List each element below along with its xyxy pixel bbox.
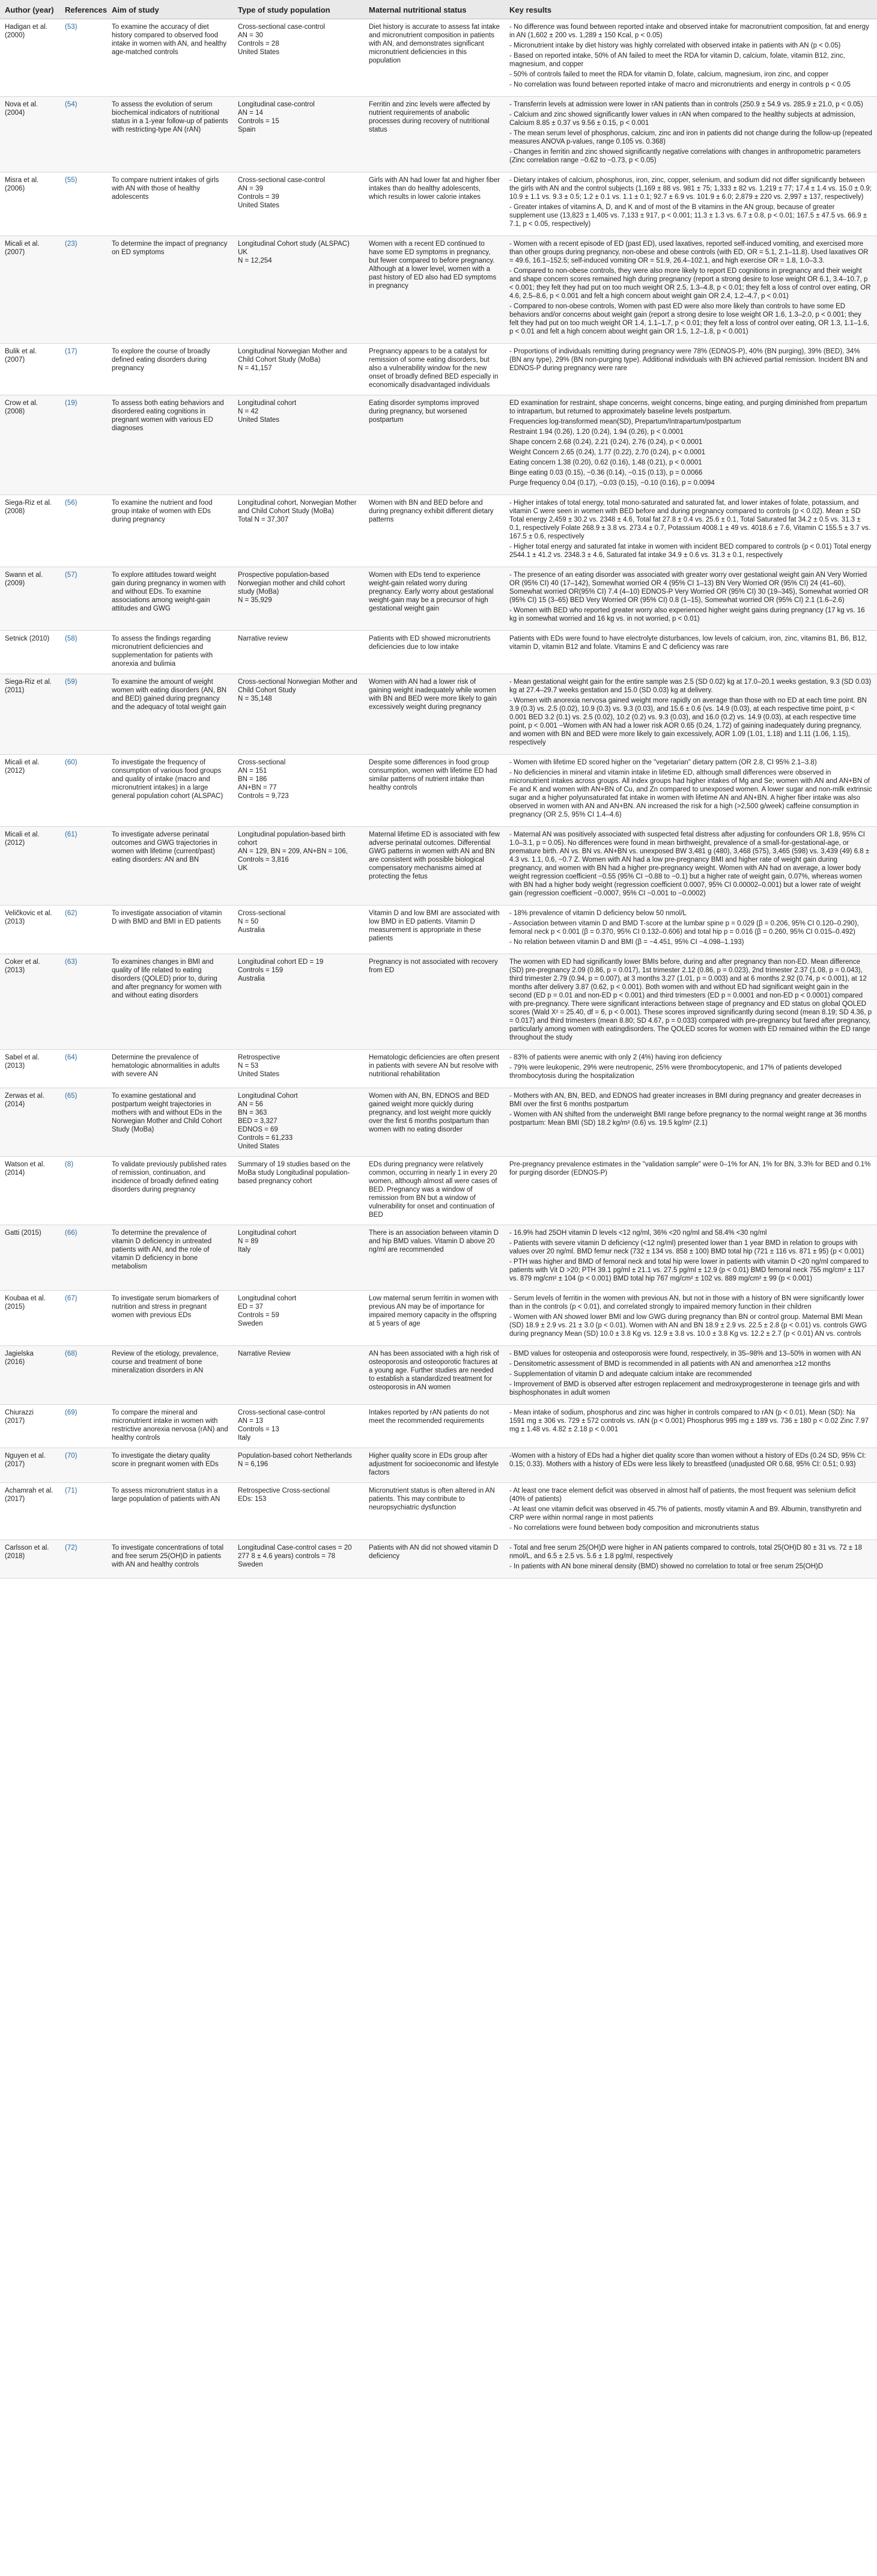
- reference-link[interactable]: (70): [60, 1448, 107, 1483]
- key-result-item: - Mean intake of sodium, phosphorus and zinc was higher in controls compared to rAN (p < 0.01). Mean (SD): Na 1591 mg ± 306 vs. 729 ± 572 controls vs. rAN (p < 0.001) Phosphorus 995 mg ± 189 vs. 736 ± 180 p < 0.02 Zinc 7.97 mg ± 1.48 vs. 4.82 ± 2.18 p < 0.001: [509, 1409, 869, 1433]
- author-cell: Koubaa et al. (2015): [0, 1291, 60, 1346]
- population-cell: Longitudinal cohort ED = 37 Controls = 59 Sweden: [233, 1291, 364, 1346]
- author-cell: Siega-Riz et al. (2011): [0, 674, 60, 755]
- reference-link[interactable]: (19): [60, 395, 107, 495]
- key-result-item: - Proportions of individuals remitting during pregnancy were 78% (EDNOS-P), 40% (BN purging), 39% (BED), 34% (BN any type), 29% (BN non-purging type). Additional individuals with BN achieved partial remission. Incident BN and EDNOS-P during pregnancy were rare: [509, 348, 868, 372]
- aim-cell: To examine the nutrient and food group intake of women with EDs during pregnancy: [107, 495, 233, 567]
- reference-link[interactable]: (53): [60, 19, 107, 97]
- reference-link[interactable]: (59): [60, 674, 107, 755]
- key-result-item: - No deficiencies in mineral and vitamin intake in lifetime ED, although small differences were observed in micronutrient intakes across groups. All index groups had higher intakes of Mg and Se; women with AN and AN+BN of Fe and K and women with AN+BN of Cu, and Zn compared to unexposed women. A lower sugar and non-milk extrinsic sugar and a higher polyunsaturated fat intake in women with lifetime AN and AN+BN. A higher fiber intake was also observed in women with AN and AN+BN. AN increased the risk for a high (>2,500 g/week) caffeine consumption in pregnancy (OR 2.5, 95% CI 1.4–4.6): [509, 769, 872, 818]
- key-results-cell: [505, 344, 877, 395]
- key-result-item: - Compared to non-obese controls, Women with past ED were also more likely than controls to have some ED behaviors and/or concerns about weight gain (report a strong desire to lose weight OR 1.6, 1.3–2.0, p < 0.001; they felt they had put on too much weight OR 1.4, 1.1–1.7, p < 0.01; they felt a loss of control over eating, OR 1.3, 1.1–1.6, p < 0.01 and felt a high concern about weight gain OR 1.5, 1.2–1.8, p < 0.001): [509, 303, 869, 335]
- population-cell: Longitudinal case-control AN = 14 Controls = 15 Spain: [233, 97, 364, 172]
- author-cell: Misra et al. (2006): [0, 172, 60, 236]
- reference-link[interactable]: (66): [60, 1225, 107, 1291]
- table-row: [0, 1540, 877, 1579]
- reference-link[interactable]: (67): [60, 1291, 107, 1346]
- maternal-status-cell: Despite some differences in food group consumption, women with lifetime ED had similar patterns of nutrient intake than healthy controls: [364, 755, 505, 827]
- aim-cell: To assess the findings regarding micronutrient deficiencies and supplementation for patients with anorexia and bulimia: [107, 631, 233, 674]
- maternal-status-cell: Women with AN had a lower risk of gaining weight inadequately while women with BN and BED were more likely to gain excessively weight during pregnancy: [364, 674, 505, 755]
- table-row: [0, 827, 877, 906]
- header-population: Type of study population: [233, 0, 364, 19]
- population-cell: Narrative review: [233, 631, 364, 674]
- maternal-status-cell: Higher quality score in EDs group after adjustment for socioeconomic and lifestyle factors: [364, 1448, 505, 1483]
- population-cell: Population-based cohort Netherlands N = 6,196: [233, 1448, 364, 1483]
- maternal-status-cell: Women with EDs tend to experience weight-gain related worry during pregnancy. Early worry about gestational weight-gain may be a precursor of high gestational weight gain: [364, 567, 505, 631]
- author-cell: Achamrah et al. (2017): [0, 1483, 60, 1540]
- population-cell: Cross-sectional Norwegian Mother and Child Cohort Study N = 35,148: [233, 674, 364, 755]
- table-row: [0, 906, 877, 954]
- key-result-item: - Women with AN shifted from the underweight BMI range before pregnancy to the normal weight range at 36 months postpartum: Mean BMI (SD) 18.2 kg/m² (0.6) vs. 19.5 kg/m² (2.1): [509, 1111, 867, 1127]
- key-result-item: - Mean gestational weight gain for the entire sample was 2.5 (SD 0.02) kg at 17.0–20.1 weeks gestation, 9.3 (SD 0.03) kg at 27.4–29.7 weeks gestation and 15.0 (SD 0.03) kg at delivery.: [509, 678, 872, 694]
- key-results-cell: [505, 1540, 877, 1579]
- key-result-item: - Women with a recent episode of ED (past ED), used laxatives, reported self-induced vomiting, and exercised more than other groups during pregnancy, non-obese and obese controls (with ED, OR = 5.1, 2.1–11.8). Used laxatives OR = 49.6, 16.1–152.5; self-induced vomiting OR = 51.9, 26.4–102.1, and high exercise OR = 1.8, 1.0–3.3.: [509, 240, 869, 264]
- maternal-status-cell: EDs during pregnancy were relatively common, occurring in nearly 1 in every 20 women, although almost all were cases of BED. Pregnancy was a window of remission from BN but a window of vulnerability for onset and continuation of BED: [364, 1157, 505, 1225]
- key-result-item: Shape concern 2.68 (0.24), 2.21 (0.24), 2.76 (0.24), p < 0.0001: [509, 439, 703, 446]
- header-key-results: Key results: [505, 0, 877, 19]
- key-results-cell: [505, 1088, 877, 1157]
- author-cell: Micali et al. (2012): [0, 755, 60, 827]
- author-cell: Nova et al. (2004): [0, 97, 60, 172]
- population-cell: Cross-sectional case-control AN = 30 Controls = 28 United States: [233, 19, 364, 97]
- population-cell: Prospective population-based Norwegian mother and child cohort study (MoBa) N = 35,929: [233, 567, 364, 631]
- table-row: [0, 236, 877, 344]
- key-result-item: - 18% prevalence of vitamin D deficiency below 50 nmol/L: [509, 910, 687, 917]
- key-results-cell: [505, 395, 877, 495]
- author-cell: Setnick (2010): [0, 631, 60, 674]
- reference-link[interactable]: (61): [60, 827, 107, 906]
- key-results-cell: [505, 1448, 877, 1483]
- aim-cell: To determine the impact of pregnancy on ED symptoms: [107, 236, 233, 344]
- aim-cell: To investigate the frequency of consumption of various food groups and quality of intake (macro and micronutrient intakes) in a large general population cohort (ALSPAC): [107, 755, 233, 827]
- key-result-item: - Association between vitamin D and BMD T-score at the lumbar spine p = 0.029 (β = 0.206, 95% CI 0.120–0.290), femoral neck p < 0.001 (β = 0.370, 95% CI 0.132–0.606) and total hip p = 0.016 (β = 0.260, 95% CI 0.015–0.492): [509, 920, 859, 936]
- population-cell: Cross-sectional case-control AN = 39 Controls = 39 United States: [233, 172, 364, 236]
- author-cell: Micali et al. (2012): [0, 827, 60, 906]
- author-cell: Bulik et al. (2007): [0, 344, 60, 395]
- table-row: [0, 567, 877, 631]
- key-result-item: - Patients with severe vitamin D deficiency (<12 ng/ml) presented lower than 1 year BMD in relation to groups with values over 20 ng/ml. BMD femur neck (732 ± 134 vs. 858 ± 100) BMD total hip (721 ± 116 vs. 871 ± 95) (p < 0.001): [509, 1240, 864, 1255]
- population-cell: Summary of 19 studies based on the MoBa study Longitudinal population-based pregnancy cohort: [233, 1157, 364, 1225]
- aim-cell: To explore attitudes toward weight gain during pregnancy in women with and without EDs. To examine associations among weight-gain attitudes and GWG: [107, 567, 233, 631]
- key-result-item: Frequencies log-transformed mean(SD), Prepartum/Intrapartum/postpartum: [509, 418, 741, 425]
- maternal-status-cell: Women with a recent ED continued to have some ED symptoms in pregnancy, but fewer compared to before pregnancy. Although at a lower level, women with a past history of ED also had ED symptoms in pregnancy: [364, 236, 505, 344]
- key-result-item: - No correlation was found between reported intake of macro and micronutrients and energy in controls p < 0.05: [509, 81, 851, 88]
- reference-link[interactable]: (58): [60, 631, 107, 674]
- key-results-cell: [505, 1291, 877, 1346]
- population-cell: Narrative Review: [233, 1346, 364, 1405]
- key-result-item: - In patients with AN bone mineral density (BMD) showed no correlation to total or free serum 25(OH)D: [509, 1563, 824, 1570]
- key-result-item: - Calcium and zinc showed significantly lower values in rAN when compared to the healthy subjects at admission, Calcium 8.85 ± 0.37 vs 9.56 ± 0.15, p < 0.001: [509, 111, 855, 127]
- key-results-cell: [505, 827, 877, 906]
- maternal-status-cell: Vitamin D and low BMI are associated with low BMD in ED patients. Vitamin D measurement is appropriate in these patients: [364, 906, 505, 954]
- reference-link[interactable]: (23): [60, 236, 107, 344]
- aim-cell: To determine the prevalence of vitamin D deficiency in untreated patients with AN, and the role of vitamin D deficiency in bone metabolism: [107, 1225, 233, 1291]
- key-result-item: - At least one vitamin deficit was observed in 45.7% of patients, mostly vitamin A and B9. Albumin, transthyretin and CRP were within normal range in most patients: [509, 1506, 862, 1521]
- reference-link[interactable]: (60): [60, 755, 107, 827]
- aim-cell: To investigate association of vitamin D with BMD and BMI in ED patients: [107, 906, 233, 954]
- reference-link[interactable]: (55): [60, 172, 107, 236]
- aim-cell: To explore the course of broadly defined eating disorders during pregnancy: [107, 344, 233, 395]
- maternal-status-cell: Diet history is accurate to assess fat intake and micronutrient composition in patients with AN, and demonstrates significant micronutrient deficiencies in this population: [364, 19, 505, 97]
- key-result-item: Purge frequency 0.04 (0.17), −0.03 (0.15), −0.10 (0.16), p = 0.0094: [509, 480, 715, 487]
- key-results-cell: [505, 954, 877, 1050]
- aim-cell: Determine the prevalence of hematologic abnormalities in adults with severe AN: [107, 1050, 233, 1088]
- aim-cell: To examine gestational and postpartum weight trajectories in mothers with and without EDs in the Norwegian Mother and Child Cohort Study (MoBa): [107, 1088, 233, 1157]
- maternal-status-cell: Pregnancy appears to be a catalyst for remission of some eating disorders, but also a vulnerability window for the new onset of broadly defined BED especially in economically disadvantaged individuals: [364, 344, 505, 395]
- table-row: [0, 495, 877, 567]
- key-results-cell: [505, 1405, 877, 1448]
- key-result-item: - Supplementation of vitamin D and adequate calcium intake are recommended: [509, 1371, 752, 1378]
- population-cell: Longitudinal Case-control cases = 20 277 8 ± 4.6 years) controls = 78 Sweden: [233, 1540, 364, 1579]
- population-cell: Longitudinal cohort, Norwegian Mother and Child Cohort Study (MoBa) Total N = 37,307: [233, 495, 364, 567]
- key-result-item: The women with ED had significantly lower BMIs before, during and after pregnancy than non-ED. Mean difference (SD) pre-pregnancy 2.09 (0.86, p = 0.017), 1st trimester 2.12 (0.86, p = 0.023), 2nd trimester 2.37 (1.08, p = 0.043), third trimester 2.79 (0.94, p = 0.007), at 3 months 3.27 (1.01, p = 0.003) and at 6 months 2.92 (0.74, p < 0.001), at 12 months after delivery 3.87 (0.62, p < 0.001). Both women with and without ED had significant weight gain in the second (ED p = 0.01 and non-ED p < 0.001) and third trimesters (ED p = 0.0001 and non-ED p < 0.0001) compared with pre-pregnancy. There were significant interactions between stage of pregnancy and ED status on global QOLED scores (Wald X² = 25.40, df = 6, p < 0.001). These scores improved significantly during second (mean 8.19; SD 4.36, p = 0.017) and third trimesters (mean 8.80; SD 4.67, p = 0.033) compared with pre-pregnancy but fared after pregnancy, particularly among women with eatingdisorders. The QOLED scores for women with ED remained within the ED range throughout the study: [509, 958, 872, 1041]
- table-row: [0, 674, 877, 755]
- table-row: [0, 1346, 877, 1405]
- reference-link[interactable]: (62): [60, 906, 107, 954]
- key-results-cell: [505, 674, 877, 755]
- aim-cell: To compare the mineral and micronutrient intake in women with restrictive anorexia nervosa (rAN) and healthy controls: [107, 1405, 233, 1448]
- table-row: [0, 19, 877, 97]
- reference-link[interactable]: (57): [60, 567, 107, 631]
- key-result-item: - BMD values for osteopenia and osteoporosis were found, respectively, in 35–98% and 13–50% in women with AN: [509, 1350, 861, 1357]
- author-cell: Watson et al. (2014): [0, 1157, 60, 1225]
- reference-link[interactable]: (17): [60, 344, 107, 395]
- author-cell: Chiurazzi (2017): [0, 1405, 60, 1448]
- maternal-status-cell: AN has been associated with a high risk of osteoporosis and osteoporotic fractures at a young age. Further studies are needed to establish a standardized treatment for osteoporosis in AN women: [364, 1346, 505, 1405]
- aim-cell: Review of the etiology, prevalence, course and treatment of bone mineralization disorders in AN: [107, 1346, 233, 1405]
- key-result-item: - Women with BED who reported greater worry also experienced higher weight gains during pregnancy (17 kg vs. 16 kg in somewhat worried and 16 kg vs. in not worried, p < 0.01): [509, 607, 865, 623]
- reference-link[interactable]: (71): [60, 1483, 107, 1540]
- author-cell: Sabel et al. (2013): [0, 1050, 60, 1088]
- reference-link[interactable]: (68): [60, 1346, 107, 1405]
- key-result-item: - Based on reported intake, 50% of AN failed to meet the RDA for vitamin D, calcium, folate, vitamin B12, zinc, magnesium, and copper: [509, 52, 845, 68]
- key-result-item: - Serum levels of ferritin in the women with previous AN, but not in those with a history of BN were significantly lower than in the controls (p < 0.01), and correlated strongly to impaired memory function in their children: [509, 1295, 864, 1311]
- table-row: [0, 97, 877, 172]
- table-row: [0, 755, 877, 827]
- key-results-cell: [505, 1050, 877, 1088]
- table-row: [0, 1225, 877, 1291]
- key-result-item: Patients with EDs were found to have electrolyte disturbances, low levels of calcium, iron, zinc, vitamins B1, B6, B12, vitamin D, vitamin B12 and folate. Vitamins E and C deficiency was rare: [509, 635, 867, 651]
- table-body: [0, 19, 877, 1579]
- key-result-item: - 79% were leukopenic, 29% were neutropenic, 25% were thrombocytopenic, and 17% of patients developed thrombocytosis during the hospitalization: [509, 1064, 842, 1080]
- population-cell: Retrospective Cross-sectional EDs: 153: [233, 1483, 364, 1540]
- maternal-status-cell: Girls with AN had lower fat and higher fiber intakes than do healthy adolescents, which results in lower calorie intakes: [364, 172, 505, 236]
- table-row: [0, 954, 877, 1050]
- aim-cell: To compare nutrient intakes of girls with AN with those of healthy adolescents: [107, 172, 233, 236]
- key-result-item: - No relation between vitamin D and BMI (β = −4.451, 95% CI −4.098–1.193): [509, 939, 744, 946]
- table-row: [0, 1050, 877, 1088]
- table-row: [0, 1448, 877, 1483]
- maternal-status-cell: Ferritin and zinc levels were affected by nutrient requirements of anabolic processes during recovery of nutritional status: [364, 97, 505, 172]
- key-result-item: - The mean serum level of phosphorus, calcium, zinc and iron in patients did not change during the follow-up (repeated measures ANOVA p-values, range 0.105 vs. 0.368): [509, 130, 872, 145]
- key-results-cell: [505, 906, 877, 954]
- population-cell: Longitudinal cohort ED = 19 Controls = 159 Australia: [233, 954, 364, 1050]
- author-cell: Gatti (2015): [0, 1225, 60, 1291]
- population-cell: Longitudinal Norwegian Mother and Child Cohort Study (MoBa) N = 41,157: [233, 344, 364, 395]
- table-row: [0, 395, 877, 495]
- key-result-item: - 50% of controls failed to meet the RDA for vitamin D, folate, calcium, magnesium, iron zinc, and copper: [509, 71, 829, 78]
- aim-cell: To investigate concentrations of total and free serum 25(OH)D in patients with AN and healthy controls: [107, 1540, 233, 1579]
- table-row: [0, 1483, 877, 1540]
- maternal-status-cell: Hematologic deficiencies are often present in patients with severe AN but resolve with nutritional rehabilitation: [364, 1050, 505, 1088]
- reference-link[interactable]: (56): [60, 495, 107, 567]
- author-cell: Jagielska (2016): [0, 1346, 60, 1405]
- table-row: [0, 1088, 877, 1157]
- key-result-item: - Maternal AN was positively associated with suspected fetal distress after adjusting for confounders OR 1.8, 95% CI 1.0–3.1, p = 0.05). No differences were found in mean birthweight, prevalence of a small-for-gestational-age, or premature birth. AN vs. BN vs. AN+BN vs. unexposed BW 3,481 g (480), 3,468 (575), 3,465 (598) vs. 3,439 (49) 6.8 ± 4.3 vs. 1.1, 0.6, −0.7 Z. Women with AN had a low pre-pregnancy BMI and higher rate of weight gain during pregnancy, and women with BN had a higher pre-pregnancy weight. Women with AN had on average, a lower body weight regression coefficient −0.55 (95% CI −0.88 to −0.1) but a higher rate of weight gain, 0.07%, whereas women with BN had a higher body weight (regression coefficient 0.0007, 95% CI 0.00002–0.001) but a lower rate of weight gain (regression coefficient −0.0007, 95% CI −0.001 to −0.0002): [509, 831, 870, 897]
- table-header: [0, 0, 877, 19]
- reference-link[interactable]: (54): [60, 97, 107, 172]
- key-result-item: Binge eating 0.03 (0.15), −0.36 (0.14), −0.15 (0.13), p = 0.0066: [509, 469, 703, 477]
- key-result-item: - Micronutrient intake by diet history was highly correlated with observed intake in patients with AN (p < 0.05): [509, 42, 841, 49]
- header-references: References: [60, 0, 107, 19]
- key-results-cell: [505, 172, 877, 236]
- key-result-item: Restraint 1.94 (0.26), 1.20 (0.24), 1.94 (0.26), p < 0.0001: [509, 428, 684, 436]
- key-result-item: - Improvement of BMD is observed after estrogen replacement and medroxyprogesterone in teenage girls and with bisphosphonates in adult women: [509, 1381, 860, 1396]
- key-result-item: Weight Concern 2.65 (0.24), 1.77 (0.22), 2.70 (0.24), p < 0.0001: [509, 449, 706, 456]
- maternal-status-cell: Micronutrient status is often altered in AN patients. This may contribute to neuropsychiatric dysfunction: [364, 1483, 505, 1540]
- population-cell: Cross-sectional N = 50 Australia: [233, 906, 364, 954]
- aim-cell: To assess micronutrient status in a large population of patients with AN: [107, 1483, 233, 1540]
- table-row: [0, 172, 877, 236]
- key-result-item: - Changes in ferritin and zinc showed significantly negative correlations with changes in anthropometric parameters (Zinc correlation range −0.62 to −0.73, p < 0.05): [509, 148, 861, 164]
- population-cell: Longitudinal cohort N = 42 United States: [233, 395, 364, 495]
- author-cell: Crow et al. (2008): [0, 395, 60, 495]
- maternal-status-cell: Pregnancy is not associated with recovery from ED: [364, 954, 505, 1050]
- maternal-status-cell: Intakes reported by rAN patients do not meet the recommended requirements: [364, 1405, 505, 1448]
- key-results-cell: [505, 1157, 877, 1225]
- population-cell: Cross-sectional case-control AN = 13 Controls = 13 Italy: [233, 1405, 364, 1448]
- key-result-item: - Mothers with AN, BN, BED, and EDNOS had greater increases in BMI during pregnancy and greater decreases in BMI over the first 6 months postpartum: [509, 1092, 861, 1108]
- key-result-item: -Women with a history of EDs had a higher diet quality score than women without a history of EDs (0.24 SD, 95% CI: 0.15; 0.33). Mothers with a history of EDs were less likely to breastfeed (unadjusted OR 0.68, 95% CI: 0.51; 0.93): [509, 1452, 866, 1468]
- table-row: [0, 1291, 877, 1346]
- population-cell: Retrospective N = 53 United States: [233, 1050, 364, 1088]
- table-row: [0, 1405, 877, 1448]
- key-result-item: - Higher intakes of total energy, total mono-saturated and saturated fat, and lower intakes of folate, potassium, and vitamin C were seen in women with BED before and during pregnancy compared to controls (p < 0.02). Mean ± SD Total energy 2,459 ± 30.2 vs. 2348 ± 4.6, Total fat 27.8 ± 0.4 vs. 25.6 ± 0.1, Total Saturated fat 34.2 ± 0.5 vs. 31.3 ± 0.1, respectively Folate 268.9 ± 3.8 vs. 273.4 ± 0.7, Potassium 4008.1 ± 49 vs. 4018.6 ± 7.6, Vitamin C 155.5 ± 3.7 vs. 167.5 ± 0.6, respectively: [509, 499, 870, 540]
- aim-cell: To assess both eating behaviors and disordered eating cognitions in pregnant women with various ED diagnoses: [107, 395, 233, 495]
- header-author: Author (year): [0, 0, 60, 19]
- key-results-cell: [505, 236, 877, 344]
- author-cell: Nguyen et al. (2017): [0, 1448, 60, 1483]
- key-result-item: - Women with anorexia nervosa gained weight more rapidly on average than those with no ED at each time point. BN 3.9 (0.3) vs. 2.5 (0.02), 10.9 (0.3) vs. 9.3 (0.03), and 15.6 ± 0.6 (vs. 14.9 (0.03), at each respective time point, p < 0.001 BED 3.2 (0.1) vs. 2.5 (0.02), 10.2 (0.2) vs. 9.3 (0.03), and 16.0 (0.2) vs. 14.9 (0.03), at each respective time point, p < 0.001 −Women with AN had a lower risk AOR 0.65 (0.24, 1.72) of gaining inadequately during pregnancy, and women with BN and BED were more likely to gain excessively, AOR 1.09 (1.01, 1.18) and 1.11 (1.06, 1.15), respectively: [509, 697, 867, 746]
- table-row: [0, 631, 877, 674]
- key-results-cell: [505, 1483, 877, 1540]
- author-cell: Coker et al. (2013): [0, 954, 60, 1050]
- reference-link[interactable]: (63): [60, 954, 107, 1050]
- key-result-item: - Women with AN showed lower BMI and low GWG during pregnancy than BN or control group. Maternal BMI Mean (SD) 18.9 ± 2.9 vs. 21 ± 3.0 (p < 0.01). Women with AN and BN 18.9 ± 2.9 vs. 22.5 ± 2.8 (p < 0.01) vs. controls GWG during pregnancy Mean (SD) 10.0 ± 3.8 Kg vs. 12.9 ± 3.8 vs. 10.0 ± 3.8 Kg vs. 12.2 ± 2.7 (p < 0.01) AN vs. controls: [509, 1314, 867, 1338]
- header-aim: Aim of study: [107, 0, 233, 19]
- key-results-cell: [505, 631, 877, 674]
- maternal-status-cell: Eating disorder symptoms improved during pregnancy, but worsened postpartum: [364, 395, 505, 495]
- key-result-item: - Higher total energy and saturated fat intake in women with incident BED compared to controls (p < 0.01) Total energy 2544.1 ± 41.2 vs. 2348.3 ± 4.6, Saturated fat intake 34.9 ± 0.6 vs. 31.3 ± 0.1, respectively: [509, 543, 872, 559]
- maternal-status-cell: Women with AN, BN, EDNOS and BED gained weight more quickly during pregnancy, and lost weight more quickly over the first 6 months postpartum than women with no eating disorder: [364, 1088, 505, 1157]
- maternal-status-cell: Maternal lifetime ED is associated with few adverse perinatal outcomes. Differential GWG patterns in women with AN and BN are consistent with possible biological compensatory mechanisms aimed at protecting the fetus: [364, 827, 505, 906]
- author-cell: Veličkovic et al. (2013): [0, 906, 60, 954]
- population-cell: Longitudinal Cohort AN = 56 BN = 363 BED = 3,327 EDNOS = 69 Controls = 61,233 United States: [233, 1088, 364, 1157]
- aim-cell: To examine the amount of weight women with eating disorders (AN, BN and BED) gained during pregnancy and the adequacy of total weight gain: [107, 674, 233, 755]
- key-result-item: - Greater intakes of vitamins A, D, and K and of most of the B vitamins in the AN group, because of greater supplement use (13,823 ± 1,405 vs. 7,133 ± 917, p < 0.001; 11.3 ± 1.3 vs. 6.7 ± 0.8, p < 0.01; 167.5 ± 47.5 vs. 66.9 ± 7.1, p < 0.05, respectively): [509, 204, 867, 228]
- key-result-item: - At least one trace element deficit was observed in almost half of patients, the most frequent was selenium deficit (40% of patients): [509, 1487, 856, 1503]
- population-cell: Cross-sectional AN = 151 BN = 186 AN+BN = 77 Controls = 9,723: [233, 755, 364, 827]
- key-results-cell: [505, 97, 877, 172]
- aim-cell: To investigate serum biomarkers of nutrition and stress in pregnant women with previous EDs: [107, 1291, 233, 1346]
- maternal-status-cell: Women with BN and BED before and during pregnancy exhibit different dietary patterns: [364, 495, 505, 567]
- key-result-item: Eating concern 1.38 (0.20), 0.62 (0.16), 1.48 (0.21), p < 0.0001: [509, 459, 702, 466]
- key-result-item: - 83% of patients were anemic with only 2 (4%) having iron deficiency: [509, 1054, 722, 1061]
- key-results-cell: [505, 495, 877, 567]
- population-cell: Longitudinal Cohort study (ALSPAC) UK N = 12,254: [233, 236, 364, 344]
- key-result-item: - Total and free serum 25(OH)D were higher in AN patients compared to controls, total 25(OH)D 80 ± 31 vs. 72 ± 18 nmol/L, and 6.5 ± 2.5 vs. 5.6 ± 1.8 pg/ml, respectively: [509, 1544, 863, 1560]
- aim-cell: To investigate the dietary quality score in pregnant women with EDs: [107, 1448, 233, 1483]
- reference-link[interactable]: (64): [60, 1050, 107, 1088]
- key-result-item: - Women with lifetime ED scored higher on the "vegetarian" dietary pattern (OR 2.8, CI 95% 2.1–3.8): [509, 759, 817, 766]
- author-cell: Siega-Riz et al. (2008): [0, 495, 60, 567]
- key-result-item: - Transferrin levels at admission were lower in rAN patients than in controls (250.9 ± 54.9 vs. 285.9 ± 21.0, p < 0.05): [509, 101, 863, 108]
- author-cell: Swann et al. (2009): [0, 567, 60, 631]
- key-result-item: - No difference was found between reported intake and observed intake for macronutrient composition, fat and energy in AN (1,602 ± 200 vs. 1,289 ± 150 Kcal, p < 0.05): [509, 23, 869, 39]
- key-result-item: Pre-pregnancy prevalence estimates in the "validation sample" were 0–1% for AN, 1% for BN, 3.3% for BED and 0.1% for purging disorder (EDNOS-P): [509, 1161, 871, 1177]
- key-results-cell: [505, 755, 877, 827]
- author-cell: Carlsson et al. (2018): [0, 1540, 60, 1579]
- aim-cell: To assess the evolution of serum biochemical indicators of nutritional status in a 1-year follow-up of patients with restricting-type AN (rAN): [107, 97, 233, 172]
- key-results-cell: [505, 1225, 877, 1291]
- maternal-status-cell: Patients with ED showed micronutrients deficiencies due to low intake: [364, 631, 505, 674]
- population-cell: Longitudinal population-based birth cohort AN = 129, BN = 209, AN+BN = 106, Controls = 3,816 UK: [233, 827, 364, 906]
- key-results-cell: [505, 567, 877, 631]
- key-result-item: - The presence of an eating disorder was associated with greater worry over gestational weight gain AN Very Worried OR (95% CI) 40 (17–142), Somewhat worried OR 4 (95% CI 1–13) BN Very Worried OR (95% CI) 24 (41–60), Somewhat worried OR(95% CI) 7.4 (4–10) EDNOS-P Very Worried OR (95% CI) 30 (19–345), Somewhat worried OR (95% CI) 15 (3–65) BED Very Worried OR (95% CI) 0.8 (1–15), Somewhat worried OR (95% CI) 2.1 (1.6–2.6): [509, 571, 869, 604]
- key-result-item: - Compared to non-obese controls, they were also more likely to report ED cognitions in pregnancy and their weight and shape concern scores remained high during pregnancy (report a strong desire to lose weight OR 6.1, 3.4–10.7, p < 0.001; they felt they had put on too much weight OR 2.5, 1.3–4.8, p < 0.01; they felt a loss of control over eating, OR 4.6, 2.5–8.6, p < 0.001 and felt a high concern about weight gain OR 2.4, 1.2–4.7, p < 0.01): [509, 267, 871, 300]
- maternal-status-cell: Patients with AN did not showed vitamin D deficiency: [364, 1540, 505, 1579]
- key-result-item: - PTH was higher and BMD of femoral neck and total hip were lower in patients with vitamin D <20 ng/ml compared to patients with Vit D >20; PTH 39.1 pg/ml ± 21.1 vs. 27.5 pg/ml ± 12.9 (p < 0.01) BMD femoral neck 755 mg/cm² ± 117 vs. 879 mg/cm² ± 104 (p < 0.001) BMD total hip 767 mg/cm² ± 102 vs. 889 mg/cm² ± 99 (p < 0.001): [509, 1258, 869, 1282]
- maternal-status-cell: There is an association between vitamin D and hip BMD values. Vitamin D above 20 ng/ml are recommended: [364, 1225, 505, 1291]
- header-maternal-status: Maternal nutritional status: [364, 0, 505, 19]
- author-cell: Zerwas et al. (2014): [0, 1088, 60, 1157]
- author-cell: Hadigan et al. (2000): [0, 19, 60, 97]
- reference-link[interactable]: (72): [60, 1540, 107, 1579]
- author-cell: Micali et al. (2007): [0, 236, 60, 344]
- reference-link[interactable]: (8): [60, 1157, 107, 1225]
- key-result-item: - 16.9% had 25OH vitamin D levels <12 ng/ml, 36% <20 ng/ml and 58.4% <30 ng/ml: [509, 1229, 767, 1237]
- reference-link[interactable]: (65): [60, 1088, 107, 1157]
- header-row: [0, 0, 877, 19]
- reference-link[interactable]: (69): [60, 1405, 107, 1448]
- key-results-cell: [505, 1346, 877, 1405]
- aim-cell: To investigate adverse perinatal outcomes and GWG trajectories in women with lifetime (current/past) eating disorders: AN and BN: [107, 827, 233, 906]
- key-results-cell: [505, 19, 877, 97]
- population-cell: Longitudinal cohort N = 89 Italy: [233, 1225, 364, 1291]
- aim-cell: To examines changes in BMI and quality of life related to eating disorders (QOLED) prior to, during and after pregnancy for women with and without eating disorders: [107, 954, 233, 1050]
- aim-cell: To examine the accuracy of diet history compared to observed food intake in women with AN, and healthy age-matched controls: [107, 19, 233, 97]
- aim-cell: To validate previously published rates of remission, continuation, and incidence of broadly defined eating disorders during pregnancy: [107, 1157, 233, 1225]
- table-row: [0, 344, 877, 395]
- key-result-item: - Dietary intakes of calcium, phosphorus, iron, zinc, copper, selenium, and sodium did not differ significantly between the girls with AN and the control subjects (1,169 ± 88 vs. 981 ± 75; 1,333 ± 82 vs. 1,219 ± 77; 17.4 ± 1.4 vs. 15.0 ± 0.9; 10.9 ± 1.1 vs. 9.3 ± 0.5; 1.2 ± 0.1 vs. 1.1 ± 0.1; 92.7 ± 6.9 vs. 101.9 ± 6.0; 2,879 ± 220 vs. 2,997 ± 137, respectively): [509, 177, 872, 201]
- maternal-status-cell: Low maternal serum ferritin in women with previous AN may be of importance for impaired memory capacity in the offspring at 5 years of age: [364, 1291, 505, 1346]
- key-result-item: ED examination for restraint, shape concerns, weight concerns, binge eating, and purging diminished from prepartum to intrapartum, but returned to approximately baseline levels postpartum.: [509, 400, 867, 415]
- key-result-item: - Densitometric assessment of BMD is recommended in all patients with AN and amenorrhea ≥12 months: [509, 1360, 831, 1368]
- table-row: [0, 1157, 877, 1225]
- key-result-item: - No correlations were found between body composition and micronutrients status: [509, 1524, 759, 1532]
